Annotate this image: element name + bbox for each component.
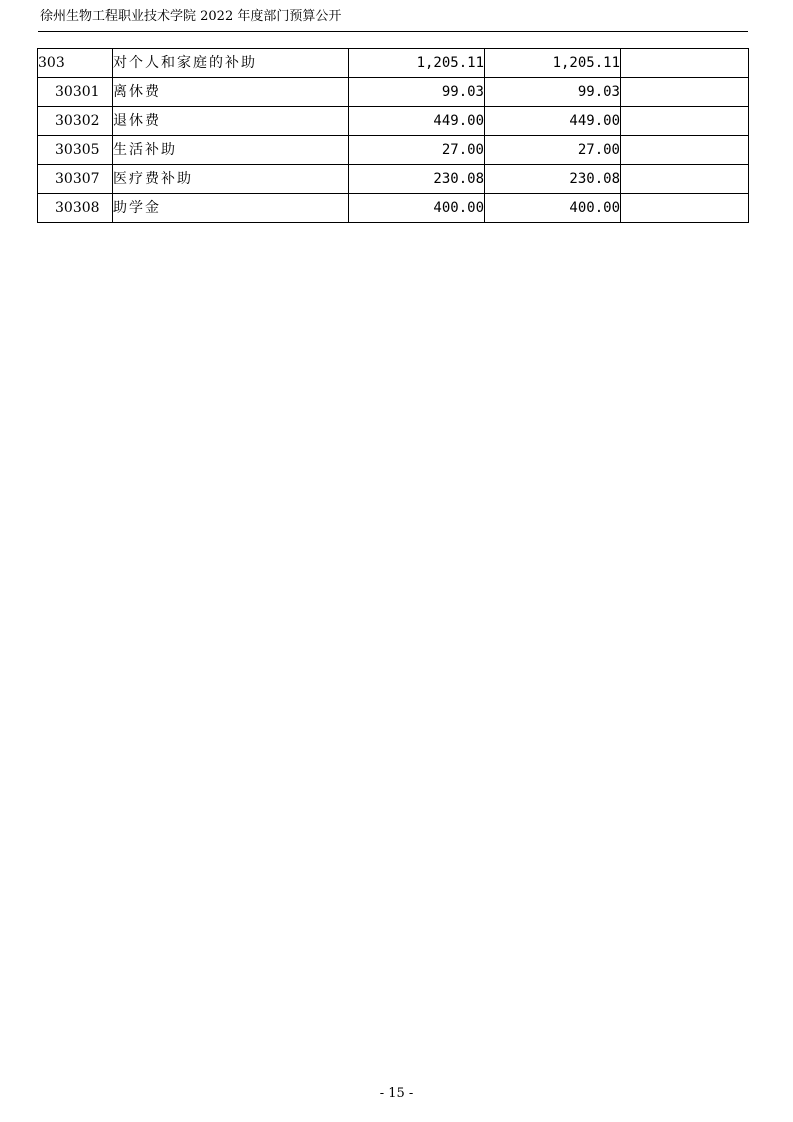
table-row — [38, 165, 749, 194]
row-value-2: 27.00 — [485, 136, 621, 165]
row-name: 离休费 — [113, 78, 349, 107]
row-name: 医疗费补助 — [113, 165, 349, 194]
row-value-3 — [621, 194, 749, 223]
row-code: 303 — [38, 49, 113, 78]
row-value-2: 449.00 — [485, 107, 621, 136]
row-code: 30302 — [38, 107, 113, 136]
row-value-2: 400.00 — [485, 194, 621, 223]
row-value-1: 230.08 — [349, 165, 485, 194]
budget-table — [37, 48, 749, 223]
row-value-2: 1,205.11 — [485, 49, 621, 78]
table-row — [38, 49, 749, 78]
row-value-1: 449.00 — [349, 107, 485, 136]
row-value-1: 27.00 — [349, 136, 485, 165]
row-value-1: 400.00 — [349, 194, 485, 223]
row-name: 助学金 — [113, 194, 349, 223]
row-value-1: 99.03 — [349, 78, 485, 107]
table-row — [38, 136, 749, 165]
row-value-2: 230.08 — [485, 165, 621, 194]
page-number: - 15 - — [379, 1086, 414, 1101]
row-code: 30307 — [38, 165, 113, 194]
table-row — [38, 194, 749, 223]
row-value-3 — [621, 49, 749, 78]
document-header-title: 徐州生物工程职业技术学院 2022 年度部门预算公开 — [40, 9, 342, 24]
row-code: 30305 — [38, 136, 113, 165]
row-value-3 — [621, 78, 749, 107]
row-name: 退休费 — [113, 107, 349, 136]
row-code: 30301 — [38, 78, 113, 107]
row-value-3 — [621, 136, 749, 165]
row-value-1: 1,205.11 — [349, 49, 485, 78]
table-row — [38, 107, 749, 136]
row-value-3 — [621, 107, 749, 136]
row-name: 对个人和家庭的补助 — [113, 49, 349, 78]
header-divider — [38, 31, 748, 32]
row-name: 生活补助 — [113, 136, 349, 165]
table-row — [38, 78, 749, 107]
row-value-3 — [621, 165, 749, 194]
row-value-2: 99.03 — [485, 78, 621, 107]
row-code: 30308 — [38, 194, 113, 223]
